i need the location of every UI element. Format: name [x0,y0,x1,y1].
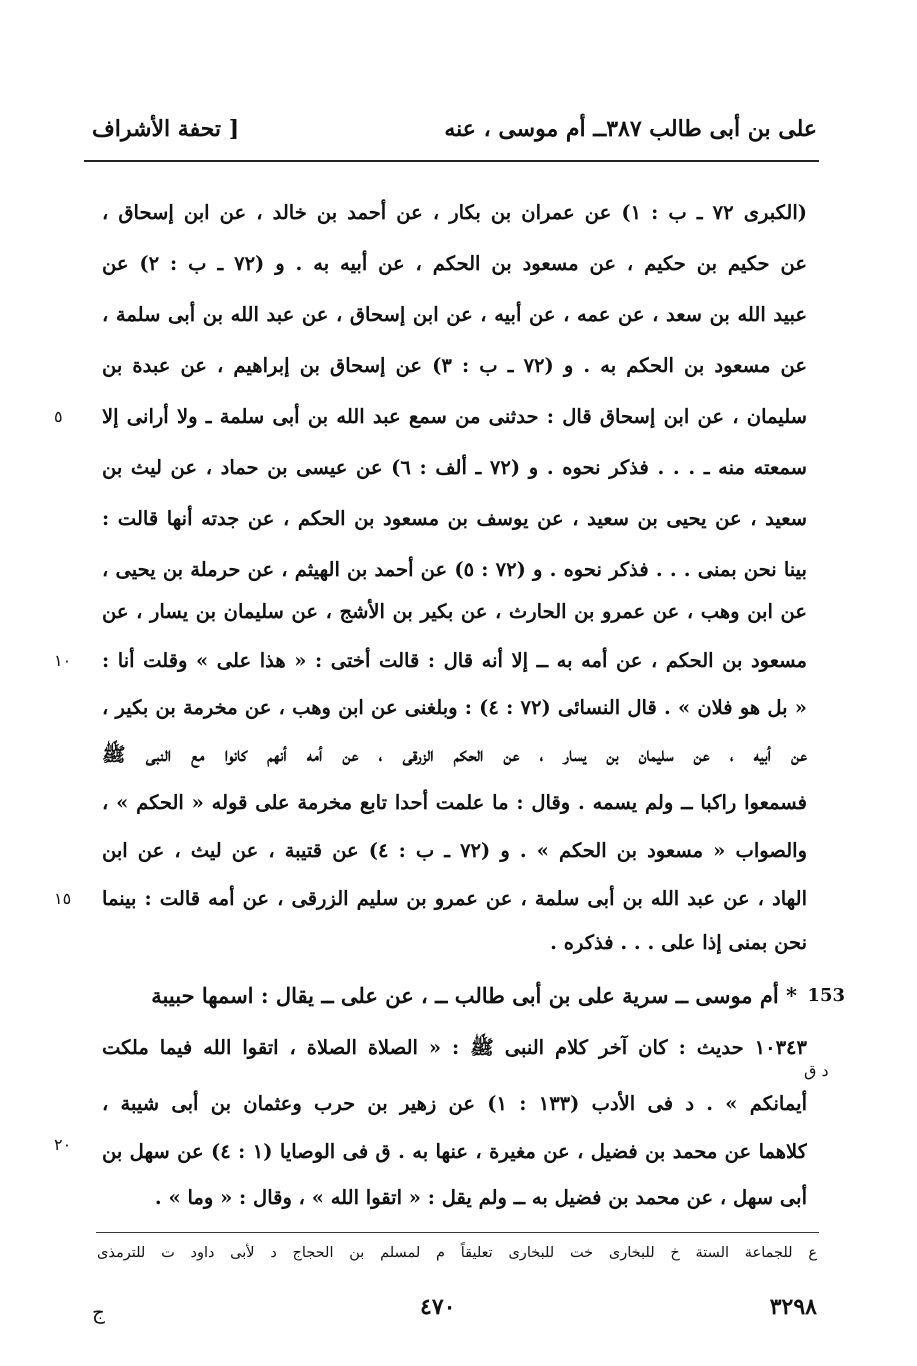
text-line: عن حكيم بن حكيم ، عن مسعود بن الحكم ، عن أبيه به . و (٧٢ ـ ب : ٢) عن [102,252,807,275]
text-line: سمعته منه ـ . . . فذكر نحوه . و (٧٢ ـ ألف : ٦) عن عيسى بن حماد ، عن ليث بن [102,456,807,479]
margin-line-number: ٥ [54,407,63,426]
text-line: « بل هو فلان » . قال النسائى (٧٢ : ٤) : وبلغنى عن ابن وهب ، عن مخرمة بن بكير ، [102,696,807,719]
text-line: نحن بمنى إذا على . . . فذكره . [550,931,807,954]
text-line: مسعود بن الحكم ، عن أمه به ــ إلا أنه قال : قالت أختى : « هذا على » وقلت أنا : [102,649,807,672]
text-line: سليمان ، عن ابن إسحاق قال : حدثنى من سمع عبد الله بن أبى سلمة ـ ولا أرانى إلا [102,405,807,428]
entry-range-number: ٣٢٩٨ [769,1294,817,1320]
hadith-line: كلاهما عن محمد بن فضيل ، عن مغيرة ، عنها به . ق فى الوصايا (١ : ٤) عن سهل بن [102,1140,807,1163]
text-line: بينا نحن بمنى . . . فذكر نحوه . و (٧٢ : ٥) عن أحمد بن الهيثم ، عن حرملة بن يحيى ، [102,558,807,581]
text-line: فسمعوا راكبا ــ ولم يسمه . وقال : ما علمت أحدا تابع مخرمة على قوله « الحكم » ، [102,791,807,814]
header-divider [84,160,819,162]
sigla-key-footnote: ع للجماعة الستة خ للبخارى خت للبخارى تعليقاً م لمسلم بن الحجاج د لأبى داود ت للترمذى [97,1245,817,1261]
margin-line-number: ١٠ [54,651,72,670]
hadith-line: أبى سهل ، عن محمد بن فضيل به ــ ولم يقل : « اتقوا الله » ، وقال : « وما » . [154,1186,807,1209]
text-line: عن ابن وهب ، عن عمرو بن الحارث ، عن بكير بن الأشج ، عن سليمان بن يسار ، عن [102,600,807,623]
entry-heading: * أم موسى ــ سرية على بن أبى طالب ــ ، عن على ــ يقال : اسمها حبيبة [151,983,797,1008]
text-line: (الكبرى ٧٢ ـ ب : ١) عن عمران بن بكار ، عن أحمد بن خالد ، عن ابن إسحاق ، [102,201,807,224]
volume-letter: ج [92,1300,105,1324]
page-number: ٤٧٠ [420,1294,456,1320]
margin-line-number: ١٥ [54,889,72,908]
book-title: [ تحفة الأشراف [92,116,240,142]
hadith-line: ١٠٣٤٣ حديث : كان آخر كلام النبى ﷺ : « الصلاة الصلاة ، اتقوا الله فيما ملكت [102,1036,807,1059]
running-title: على بن أبى طالب ٣٨٧ــ أم موسى ، عنه [444,116,817,142]
text-line: والصواب « مسعود بن الحكم » . و (٧٢ ـ ب : ٤) عن قتيبة ، عن ليث ، عن ابن [102,839,807,862]
entry-number: 153 [807,985,845,1006]
text-line: عبيد الله بن سعد ، عن عمه ، عن أبيه ، عن ابن إسحاق ، عن عبد الله بن أبى سلمة ، [102,303,807,326]
margin-line-number: ٢٠ [54,1135,72,1154]
text-line: سعيد ، عن يحيى بن سعيد ، عن يوسف بن مسعود بن الحكم ، عن جدته أنها قالت : [102,507,807,530]
text-line: الهاد ، عن عبد الله بن أبى سلمة ، عن عمرو بن سليم الزرقى ، عن أمه قالت : بينما [102,887,807,910]
text-line: عن مسعود بن الحكم به . و (٧٢ ـ ب : ٣) عن إسحاق بن إبراهيم ، عن عبدة بن [102,354,807,377]
text-line: عن أبيه ، عن سليمان بن يسار ، عن الحكم الزرقى ، عن أمه أنهم كانوا مع النبى ﷺ [102,743,807,766]
hadith-line: أيمانكم » . د فى الأدب (١٣٣ : ١) عن زهير بن حرب وعثمان بن أبى شيبة ، [102,1092,807,1115]
source-sigla: د ق [804,1061,829,1080]
footnote-divider [96,1232,819,1233]
